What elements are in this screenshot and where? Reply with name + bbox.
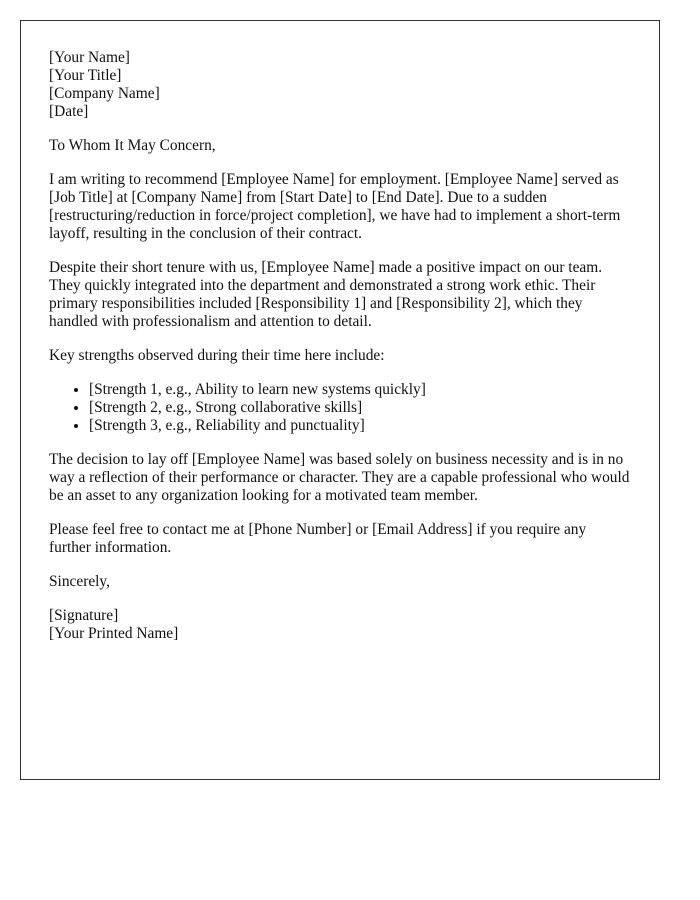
- closing: Sincerely,: [49, 573, 110, 590]
- letter-document: [20, 20, 660, 780]
- sender-company: [Company Name]: [49, 85, 160, 102]
- signature: [Signature]: [49, 607, 119, 624]
- strength-item: • [Strength 3, e.g., Reliability and punctuality]: [89, 417, 631, 435]
- paragraph-strengths-intro: Key strengths observed during their time here include:: [49, 347, 385, 364]
- salutation: To Whom It May Concern,: [49, 137, 216, 154]
- paragraph-impact: Despite their short tenure with us, [Employee Name] made a positive impact on our team. They quickly integrated into the department and demonstrated a strong work ethic. Their primary responsibilities included [Responsibility 1] and [Responsibility 2], which they handled with professionalism and attention to detail.: [49, 259, 603, 330]
- signature-block: [49, 607, 631, 643]
- sender-block: [49, 49, 631, 121]
- strength-item: • [Strength 2, e.g., Strong collaborative skills]: [89, 399, 631, 417]
- paragraph-decision: The decision to lay off [Employee Name] was based solely on business necessity and is in no way a reflection of their performance or character. They are a capable professional who would be an asset to any organization looking for a motivated team member.: [49, 451, 630, 504]
- strength-item: • [Strength 1, e.g., Ability to learn new systems quickly]: [89, 381, 631, 399]
- paragraph-contact: Please feel free to contact me at [Phone Number] or [Email Address] if you require any further information.: [49, 521, 587, 556]
- paragraph-intro: I am writing to recommend [Employee Name] for employment. [Employee Name] served as [Job Title] at [Company Name] from [Start Date] to [End Date]. Due to a sudden [restructuring/reduction in force/project completion], we have had to implement a short-term layoff, resulting in the conclusion of their contract.: [49, 171, 621, 242]
- strengths-list: [49, 381, 631, 435]
- letter-date: [Date]: [49, 103, 89, 120]
- printed-name: [Your Printed Name]: [49, 625, 179, 642]
- sender-title: [Your Title]: [49, 67, 122, 84]
- sender-name: [Your Name]: [49, 49, 130, 66]
